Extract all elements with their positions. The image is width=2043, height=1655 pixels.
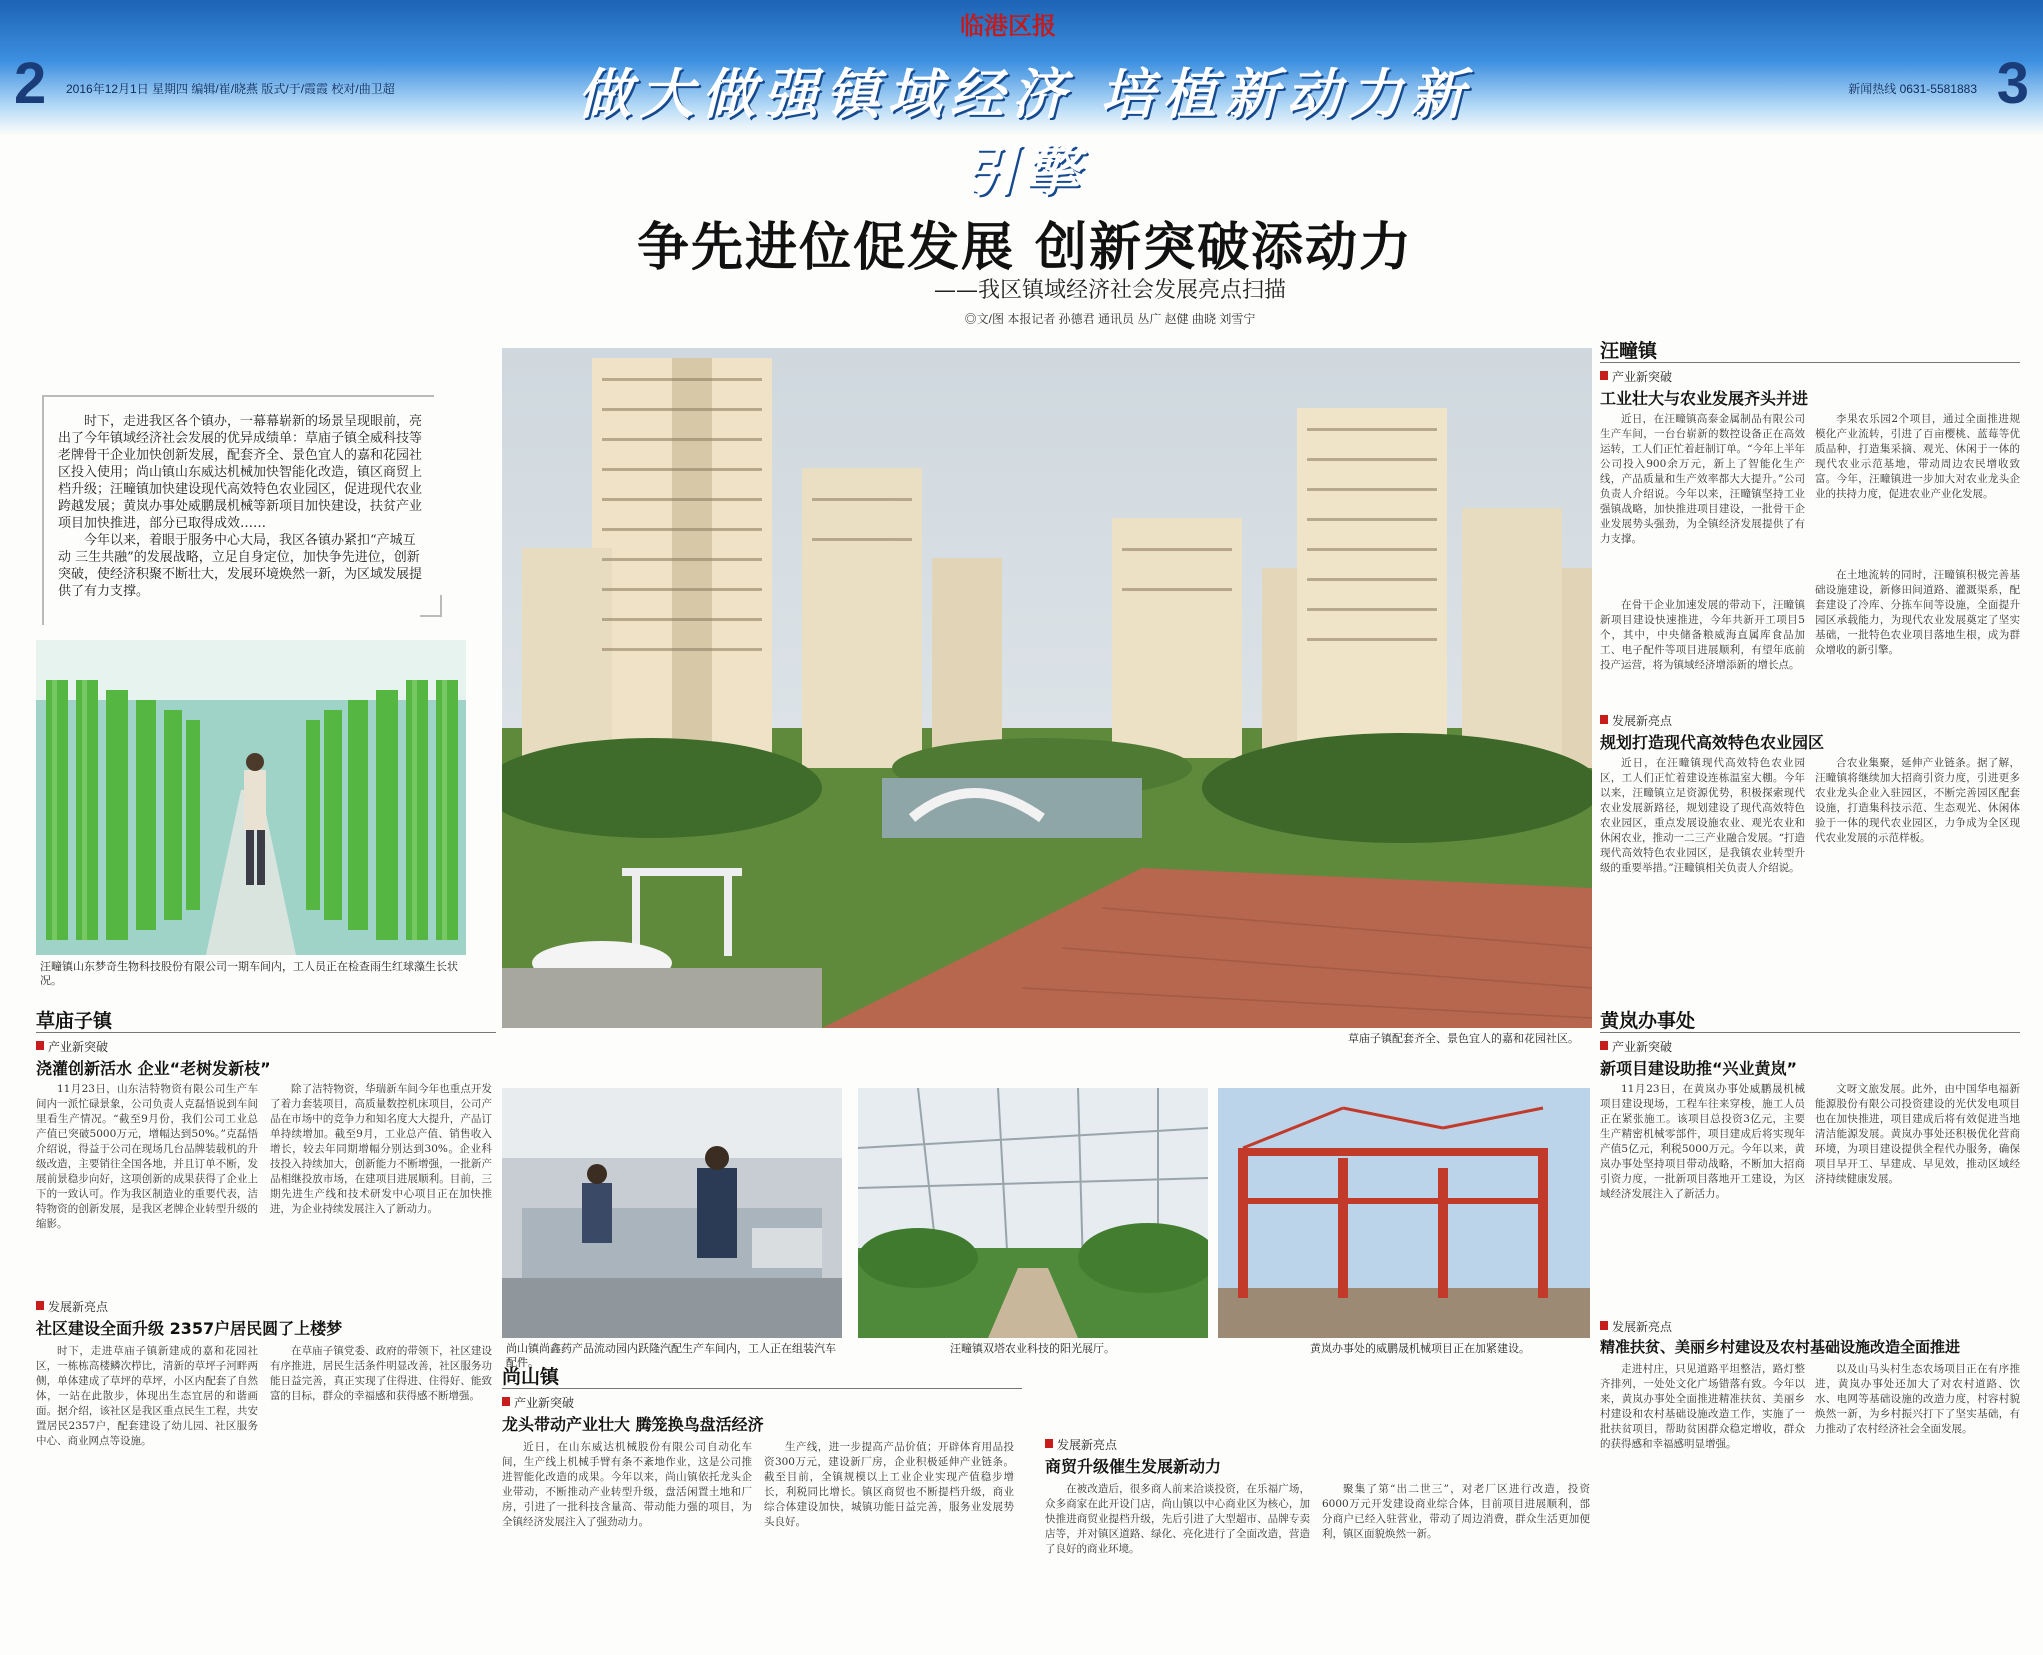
main-photo-caption: 草庙子镇配套齐全、景色宜人的嘉和花园社区。 — [1348, 1032, 1579, 1045]
section-rule — [36, 1032, 496, 1033]
article-text — [502, 1440, 752, 1645]
section-tag: 产业新突破 — [36, 1038, 108, 1055]
article-title: 工业壮大与农业发展齐头并进 — [1600, 389, 1809, 408]
section-tag: 发展新亮点 — [1045, 1436, 1117, 1453]
town-title-shangshan: 尚山镇 — [502, 1366, 560, 1388]
article-text — [1600, 1362, 1805, 1645]
article-paragraph: 在土地流转的同时，汪疃镇积极完善基础设施建设，新修田间道路、灌溉渠系，配套建设了冷库、分拣车间等设施，全面提升园区承载能力，为现代农业发展奠定了坚实基础，一批特色农业项目落地生根，成为群众增收的新引擎。 — [1815, 569, 2020, 656]
page-banner: 做大做强镇域经济 培植新动力新引擎 — [577, 62, 1473, 203]
section-tag: 产业新突破 — [1600, 1038, 1672, 1055]
section-tag: 发展新亮点 — [1600, 712, 1672, 729]
intro-paragraph: 今年以来，着眼于服务中心大局，我区各镇办紧扣“产城互动 三生共融”的发展战略，立足自身定位，加快争先进位，创新突破，使经济积聚不断壮大，发展环境焕然一新，为区域发展提供了有力支撑。 — [58, 533, 423, 599]
section-rule — [1600, 362, 2020, 363]
article-text — [1045, 1482, 1310, 1645]
article-text — [1600, 598, 1805, 703]
town-title-caomiaozi: 草庙子镇 — [36, 1010, 113, 1032]
masthead: 临港区报 — [960, 11, 1056, 40]
article-paragraph: 合农业集聚，延伸产业链条。据了解，汪疃镇将继续加大招商引资力度，引进更多农业龙头企业入驻园区，不断完善园区配套设施，打造集科技示范、生态观光、休闲体验于一体的现代农业园区，力争成为全区现代农业发展的示范样板。 — [1815, 757, 2020, 844]
article-title: 新项目建设助推“兴业黄岚” — [1600, 1059, 1798, 1078]
steel-frame-photo-caption: 黄岚办事处的威鹏晟机械项目正在加紧建设。 — [1310, 1342, 1530, 1355]
article-paragraph: 除了洁特物资，华瑞新车间今年也重点开发了着力套装项目，高质量数控机床项目，公司产品在市场中的竞争力和知名度大大提升，产品订单持续增加。截至9月，工业总产值、销售收入增长，较去年同期增幅分别达到30%。企业科技投入持续加大，创新能力不断增强，一批新产品相继投放市场，在建项目进展顺利。目前，三期先进生产线和技术研发中心项目正在加快推进，为企业持续发展注入了新动力。 — [270, 1083, 492, 1215]
article-text — [270, 1344, 492, 1644]
article-paragraph: 走进村庄，只见道路平坦整洁，路灯整齐排列，一处处文化广场错落有致。今年以来，黄岚办事处全面推进精准扶贫、美丽乡村建设和农村基础设施改造工作，实施了一批扶贫项目，帮助贫困群众稳定增收，群众的获得感和幸福感明显增强。 — [1600, 1363, 1805, 1450]
article-paragraph: 11月23日，山东洁特物资有限公司生产车间内一派忙碌景象，公司负责人克磊悟说到车间里看生产情况。“截至9月份，我们公司工业总产值已突破5000万元，增幅达到50%。”克磊悟介绍说，得益于公司在现场几台品牌装载机的升级改造，主要销往全国各地，并且订单不断，发展前景稳步向好，这项创新的成果获得了企业上下的一致认可。作为我区制造业的重要代表，洁特物资的创新发展，是我区老牌企业转型升级的缩影。 — [36, 1083, 258, 1230]
steel-frame-photo — [1218, 1088, 1590, 1338]
article-paragraph: 在被改造后，很多商人前来洽谈投资，在乐福广场，众多商家在此开设门店，尚山镇以中心商业区为核心，加快推进商贸业提档升级，先后引进了大型超市、品牌专卖店等，并对镇区道路、绿化、亮化进行了全面改造，营造了良好的商业环境。 — [1045, 1483, 1310, 1555]
town-title-wangtuan: 汪疃镇 — [1600, 340, 1658, 362]
header-band — [0, 0, 2043, 203]
article-paragraph: 在草庙子镇党委、政府的带领下，社区建设有序推进，居民生活条件明显改善，社区服务功能日益完善，真正实现了住得进、住得好、能致富的目标，群众的幸福感和获得感不断增强。 — [270, 1345, 492, 1402]
article-subhead: ——我区镇域经济社会发展亮点扫描 — [933, 278, 1286, 303]
greenhouse-photo — [858, 1088, 1208, 1338]
article-byline: ◎文/图 本报记者 孙德君 通讯员 丛广 赵健 曲晓 刘雪宁 — [964, 312, 1256, 326]
greenhouse-photo-caption: 汪疃镇双塔农业科技的阳光展厅。 — [950, 1342, 1115, 1355]
article-text — [764, 1440, 1014, 1645]
article-headline: 争先进位促发展 创新突破添动力 — [636, 217, 1414, 278]
article-text — [1815, 1082, 2020, 1312]
article-text — [1815, 1362, 2020, 1645]
factory-photo-caption: 尚山镇尚鑫药产品流动园内跃隆汽配生产车间内，工人正在组装汽车配件。 — [506, 1342, 836, 1369]
article-paragraph: 文呀文旅发展。此外，由中国华电福新能源股份有限公司投资建设的光伏发电项目也在加快推进，项目建成后将有效促进当地清洁能源发展。黄岚办事处还积极优化营商环境，为项目建设提供全程代办服务，确保项目早开工、早建成、早见效，推动区域经济持续健康发展。 — [1815, 1083, 2020, 1185]
article-paragraph: 李果农乐园2个项目，通过全面推进规模化产业流转，引进了百亩樱桃、蓝莓等优质品种，打造集采摘、观光、休闲于一体的现代农业示范基地，带动周边农民增收致富。今年，汪疃镇进一步加大对农业龙头企业的扶持力度，促进农业产业化发展。 — [1815, 413, 2020, 500]
article-text — [270, 1082, 492, 1294]
article-paragraph: 聚集了第“出二世三”，对老厂区进行改造，投资6000万元开发建设商业综合体，目前项目进展顺利，部分商户已经入驻营业，带动了周边消费，群众生活更加便利，镇区面貌焕然一新。 — [1322, 1483, 1590, 1540]
article-paragraph: 近日，在汪疃镇高泰金属制品有限公司生产车间，一台台崭新的数控设备正在高效运转，工人们正忙着赶制订单。“今年上半年公司投入900余万元，新上了智能化生产线，产品质量和生产效率都大大提升。”公司负责人介绍说。今年以来，汪疃镇坚持工业强镇战略，加快推进项目建设，一批骨干企业发展势头强劲，为全镇经济发展提供了有力支撑。 — [1600, 413, 1805, 545]
article-paragraph: 近日，在山东威达机械股份有限公司自动化车间，生产线上机械手臂有条不紊地作业，这是公司推进智能化改造的成果。今年以来，尚山镇依托龙头企业带动，不断推动产业转型升级，盘活闲置土地和厂房，引进了一批科技含量高、带动能力强的项目，为全镇经济发展注入了强劲动力。 — [502, 1441, 752, 1528]
article-title: 规划打造现代高效特色农业园区 — [1600, 733, 1825, 752]
article-text — [1600, 412, 1805, 592]
section-rule — [1600, 1032, 2020, 1033]
section-tag: 发展新亮点 — [1600, 1318, 1672, 1335]
page-number-right: 3 — [1996, 51, 2029, 116]
section-tag: 产业新突破 — [502, 1394, 574, 1411]
article-title: 浇灌创新活水 企业“老树发新枝” — [36, 1059, 271, 1078]
intro-block — [42, 395, 434, 625]
page-number-left: 2 — [14, 51, 47, 116]
article-title: 商贸升级催生发展新动力 — [1045, 1457, 1222, 1476]
header-info-right: 新闻热线 0631-5581883 — [1848, 82, 1977, 96]
town-title-huanglan: 黄岚办事处 — [1600, 1010, 1696, 1032]
lab-photo-caption: 汪疃镇山东梦奇生物科技股份有限公司一期车间内，工人员正在检查雨生红球藻生长状况。 — [40, 960, 458, 987]
article-title: 精准扶贫、美丽乡村建设及农村基础设施改造全面推进 — [1600, 1338, 1961, 1356]
article-text — [36, 1082, 258, 1294]
article-paragraph: 近日，在汪疃镇现代高效特色农业园区，工人们正忙着建设连栋温室大棚。今年以来，汪疃镇立足资源优势，积极探索现代农业发展新路径，规划建设了现代高效特色农业园区，重点发展设施农业、观光农业和休闲农业，推动一二三产业融合发展。“打造现代高效特色农业园区，是我镇农业转型升级的重要举措。”汪疃镇相关负责人介绍说。 — [1600, 757, 1805, 874]
article-text — [1815, 412, 2020, 562]
section-tag: 发展新亮点 — [36, 1298, 108, 1315]
article-title: 龙头带动产业壮大 腾笼换鸟盘活经济 — [502, 1415, 764, 1434]
article-paragraph: 以及山马头村生态农场项目正在有序推进，黄岚办事处还加大了对农村道路、饮水、电网等基础设施的改造力度，村容村貌焕然一新，为乡村振兴打下了坚实基础，有力推动了农村经济社会全面发展。 — [1815, 1363, 2020, 1435]
article-paragraph: 在骨干企业加速发展的带动下，汪疃镇新项目建设快速推进，今年共新开工项目5个，其中，中央储备粮威海直属库食品加工、电子配件等项目进展顺利，有望年底前投产运营，将为镇域经济增添新的增长点。 — [1600, 599, 1805, 671]
article-title: 社区建设全面升级 2357户居民圆了上楼梦 — [36, 1319, 343, 1338]
lab-photo — [36, 640, 466, 955]
section-tag: 产业新突破 — [1600, 368, 1672, 385]
intro-paragraph: 时下，走进我区各个镇办，一幕幕崭新的场景呈现眼前，亮出了今年镇域经济社会发展的优异成绩单：草庙子镇全威科技等老牌骨干企业加快创新发展，配套齐全、景色宜人的嘉和花园社区投入使用；尚山镇山东威达机械加快智能化改造，镇区商贸上档升级；汪疃镇加快建设现代高效特色农业园区，促进现代农业跨越发展；黄岚办事处威鹏晟机械等新项目加快建设，扶贫产业项目加快推进，部分已取得成效…… — [58, 414, 423, 531]
header-info-left: 2016年12月1日 星期四 编辑/崔/晓燕 版式/于/霞霞 校对/曲卫超 — [66, 82, 395, 96]
article-text — [1322, 1482, 1590, 1645]
article-text — [1815, 756, 2020, 996]
intro-bracket — [420, 595, 442, 617]
article-paragraph: 时下，走进草庙子镇新建成的嘉和花园社区，一栋栋高楼鳞次栉比，清新的草坪子河畔两侧，单体建成了草坪的草坪，小区内配套了自然体，一站在此散步，体现出生态宜居的和谐画面。据介绍，该社区是我区重点民生工程，共安置居民2357户，配套建设了幼儿园、社区服务中心、商业网点等设施。 — [36, 1345, 258, 1447]
section-rule — [502, 1388, 1022, 1389]
article-text — [36, 1344, 258, 1644]
article-text — [1815, 568, 2020, 703]
article-text — [1600, 756, 1805, 996]
factory-photo — [502, 1088, 842, 1338]
article-paragraph: 11月23日，在黄岚办事处威鹏晟机械项目建设现场，工程车往来穿梭，施工人员正在紧张施工。该项目总投资3亿元，主要生产精密机械零部件，项目建成后将实现年产值5亿元，利税5000万元。今年以来，黄岚办事处坚持项目带动战略，不断加大招商引资力度，一批新项目落地开工建设，为区域经济发展注入了新活力。 — [1600, 1083, 1805, 1200]
article-paragraph: 生产线，进一步提高产品价值；开辟体育用品投资300万元，建设新厂房，企业积极延伸产业链条。截至目前，全镇规模以上工业企业实现产值稳步增长，利税同比增长。镇区商贸也不断提档升级，商业综合体建设加快，城镇功能日益完善，服务业发展势头良好。 — [764, 1441, 1014, 1528]
main-photo — [502, 348, 1592, 1028]
article-text — [1600, 1082, 1805, 1312]
